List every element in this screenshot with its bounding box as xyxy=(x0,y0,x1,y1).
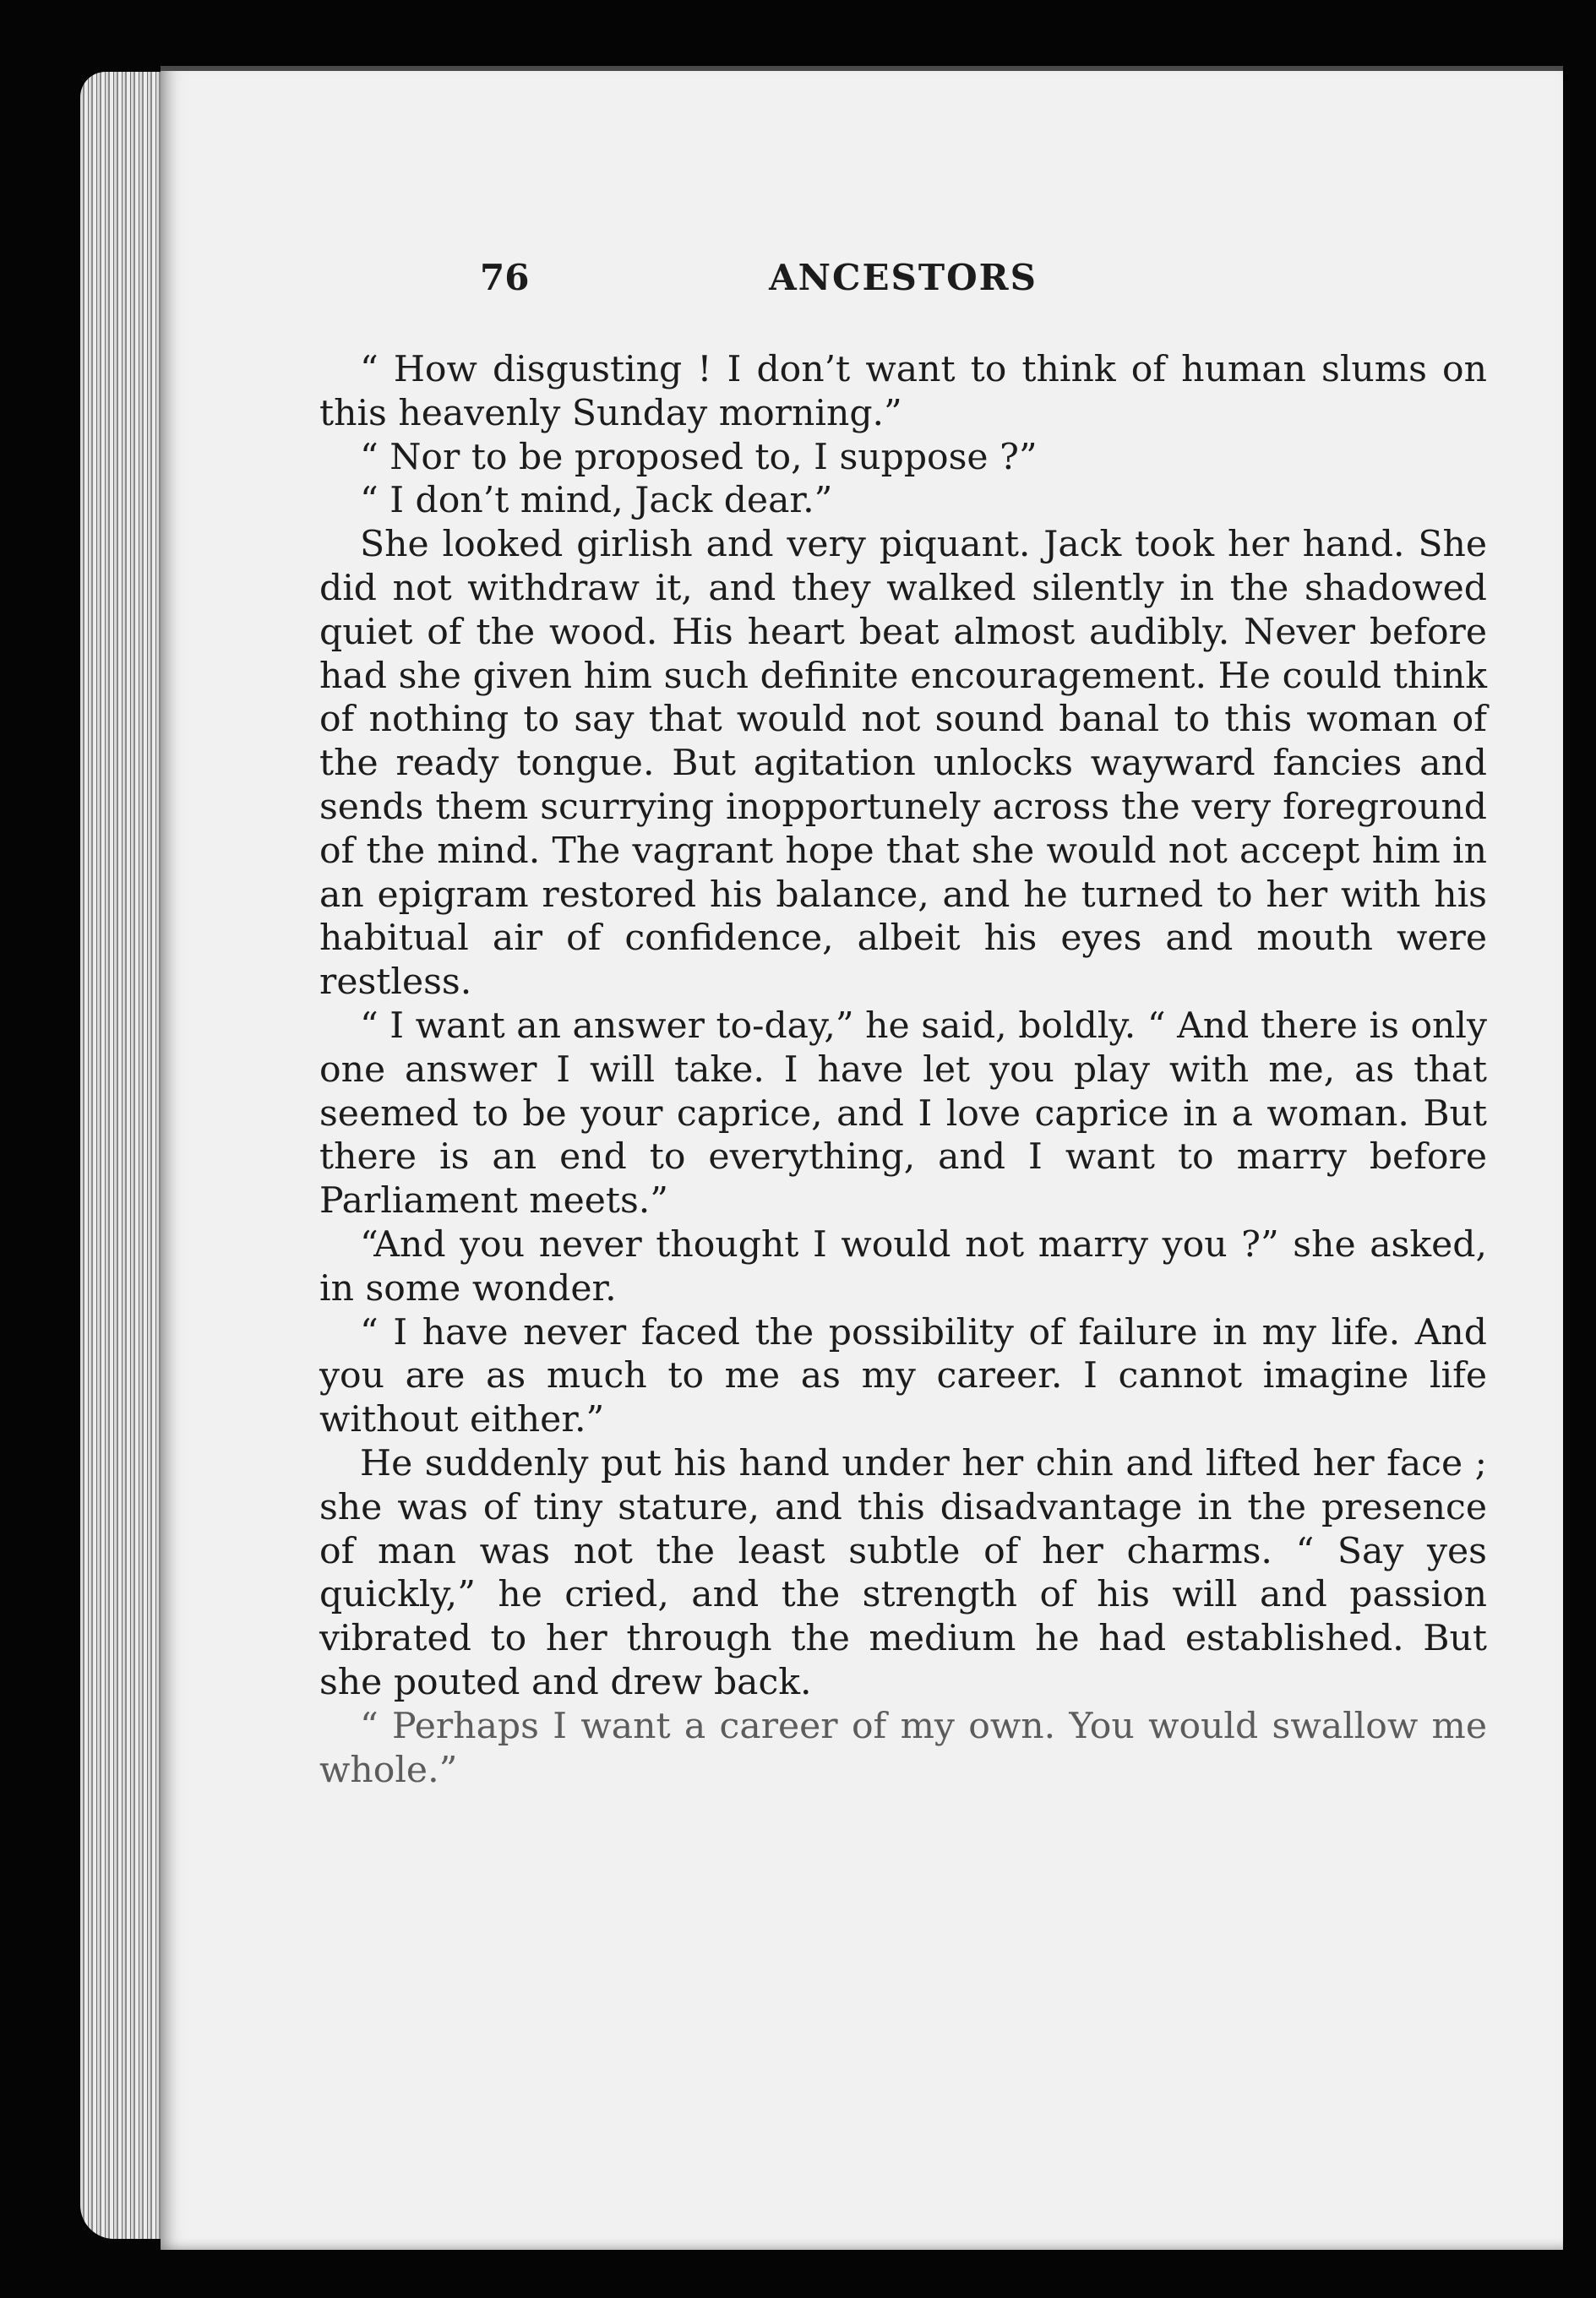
paragraph: “ Nor to be proposed to, I suppose ?” xyxy=(360,436,1038,478)
body-text xyxy=(319,348,1487,1792)
paragraph: She looked girlish and very piquant. Jack took her hand. She did not withdraw it, and they walked silently in the shadowed quiet of the wood. His heart beat almost audibly. Never before had she given him such definite encouragement. He could think of nothing to say that would not sound banal to this woman of the ready tongue. But agitation unlocks wayward fancies and sends them scurrying inopportunely across the very foreground of the mind. The vagrant hope that she would not accept him in an epigram restored his balance, and he turned to her with his habitual air of confidence, albeit his eyes and mouth were restless. xyxy=(319,524,1487,1004)
paragraph: “ I don’t mind, Jack dear.” xyxy=(360,480,833,522)
book-page-edges xyxy=(80,72,173,2239)
paragraph: “ How disgusting ! I don’t want to think of human slums on this heavenly Sunday morning.” xyxy=(319,349,1487,434)
running-head: ANCESTORS xyxy=(769,257,1038,298)
page-top-edge xyxy=(161,66,1563,71)
paragraph: “ I want an answer to-day,” he said, boldly. “ And there is only one answer I will take. I have let you play with me, as that seemed to be your caprice, and I love caprice in a woman. But there is an end to everything, and I want to marry before Parliament meets.” xyxy=(319,1005,1487,1223)
paragraph: “And you never thought I would not marry you ?” she asked, in some wonder. xyxy=(319,1223,1487,1310)
paragraph: “ I have never faced the possibility of failure in my life. And you are as much to me as my career. I cannot imagine life without either.” xyxy=(319,1311,1487,1441)
page-header xyxy=(319,252,1487,304)
paragraph: He suddenly put his hand under her chin and lifted her face ; she was of tiny stature, and this disadvantage in the presence of man was not the least subtle of her charms. “ Say yes quickly,” he cried, and the strength of his will and passion vibrated to her through the medium he had established. But she pouted and drew back. xyxy=(319,1442,1487,1703)
text-block xyxy=(319,252,1487,1792)
page-number: 76 xyxy=(480,257,530,298)
paragraph: “ Perhaps I want a career of my own. You would swallow me whole.” xyxy=(319,1705,1487,1791)
